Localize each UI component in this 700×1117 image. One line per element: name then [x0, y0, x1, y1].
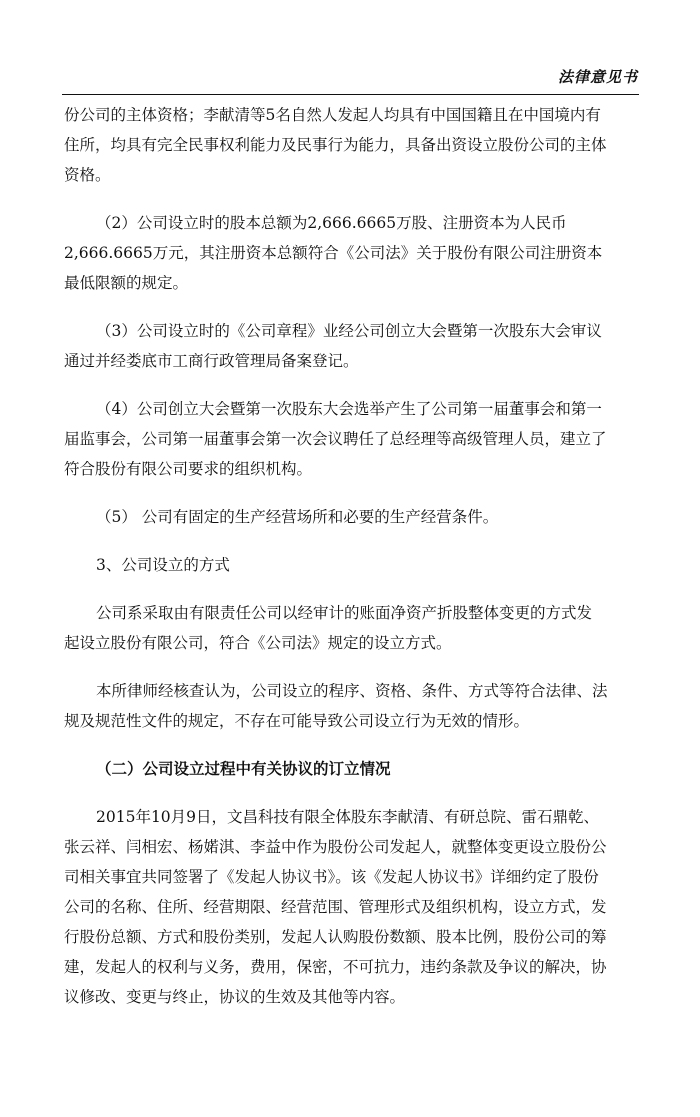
text-line: 3、公司设立的方式	[96, 556, 230, 574]
text-line: 司相关事宜共同签署了《发起人协议书》。该《发起人协议书》详细约定了股份	[64, 868, 599, 886]
text-line: 2015年10月9日，文昌科技有限全体股东李献清、有研总院、雷石鼎乾、	[96, 808, 600, 826]
text-line: 资格。	[64, 166, 111, 184]
paragraph-item-2	[64, 208, 624, 298]
paragraph-lawyer-opinion	[64, 676, 624, 736]
text-line: 份公司的主体资格；李献清等5名自然人发起人均具有中国国籍且在中国境内有	[64, 106, 601, 124]
paragraph-continuation	[64, 100, 624, 190]
text-line: 公司的名称、住所、经营期限、经营范围、管理形式及组织机构，设立方式，发	[64, 898, 607, 916]
paragraph-method	[64, 598, 624, 658]
text-line: 建，发起人的权利与义务，费用，保密，不可抗力，违约条款及争议的解决，协	[64, 958, 607, 976]
text-line: 通过并经娄底市工商行政管理局备案登记。	[64, 352, 359, 370]
text-line: （5） 公司有固定的生产经营场所和必要的生产经营条件。	[96, 508, 499, 526]
document-body	[64, 100, 624, 1030]
text-line: 规及规范性文件的规定，不存在可能导致公司设立行为无效的情形。	[64, 712, 530, 730]
text-line: 张云祥、闫相宏、杨婼淇、李益中作为股份公司发起人，就整体变更设立股份公	[64, 838, 607, 856]
section-label-method	[64, 550, 624, 580]
text-line: 本所律师经核查认为，公司设立的程序、资格、条件、方式等符合法律、法	[96, 682, 608, 700]
paragraph-item-5	[64, 502, 624, 532]
text-line: 行股份总额、方式和股份类别，发起人认购股份数额、股本比例，股份公司的筹	[64, 928, 607, 946]
header-divider	[62, 94, 639, 95]
paragraph-item-3	[64, 316, 624, 376]
section-heading: （二）公司设立过程中有关协议的订立情况	[96, 760, 391, 778]
text-line: 议修改、变更与终止，协议的生效及其他等内容。	[64, 988, 406, 1006]
text-line: 公司系采取由有限责任公司以经审计的账面净资产折股整体变更的方式发	[96, 604, 593, 622]
text-line: 符合股份有限公司要求的组织机构。	[64, 460, 313, 478]
text-line: 2,666.6665万元，其注册资本总额符合《公司法》关于股份有限公司注册资本	[64, 244, 603, 262]
text-line: 住所，均具有完全民事权利能力及民事行为能力，具备出资设立股份公司的主体	[64, 136, 607, 154]
text-line: 起设立股份有限公司，符合《公司法》规定的设立方式。	[64, 634, 452, 652]
document-header-title: 法律意见书	[557, 68, 638, 86]
text-line: 最低限额的规定。	[64, 274, 189, 292]
paragraph-agreement	[64, 802, 624, 1012]
paragraph-item-4	[64, 394, 624, 484]
text-line: （2）公司设立时的股本总额为2,666.6665万股、注册资本为人民币	[96, 214, 567, 232]
text-line: 届监事会，公司第一届董事会第一次会议聘任了总经理等高级管理人员，建立了	[64, 430, 607, 448]
text-line: （4）公司创立大会暨第一次股东大会选举产生了公司第一届董事会和第一	[96, 400, 602, 418]
text-line: （3）公司设立时的《公司章程》业经公司创立大会暨第一次股东大会审议	[96, 322, 602, 340]
